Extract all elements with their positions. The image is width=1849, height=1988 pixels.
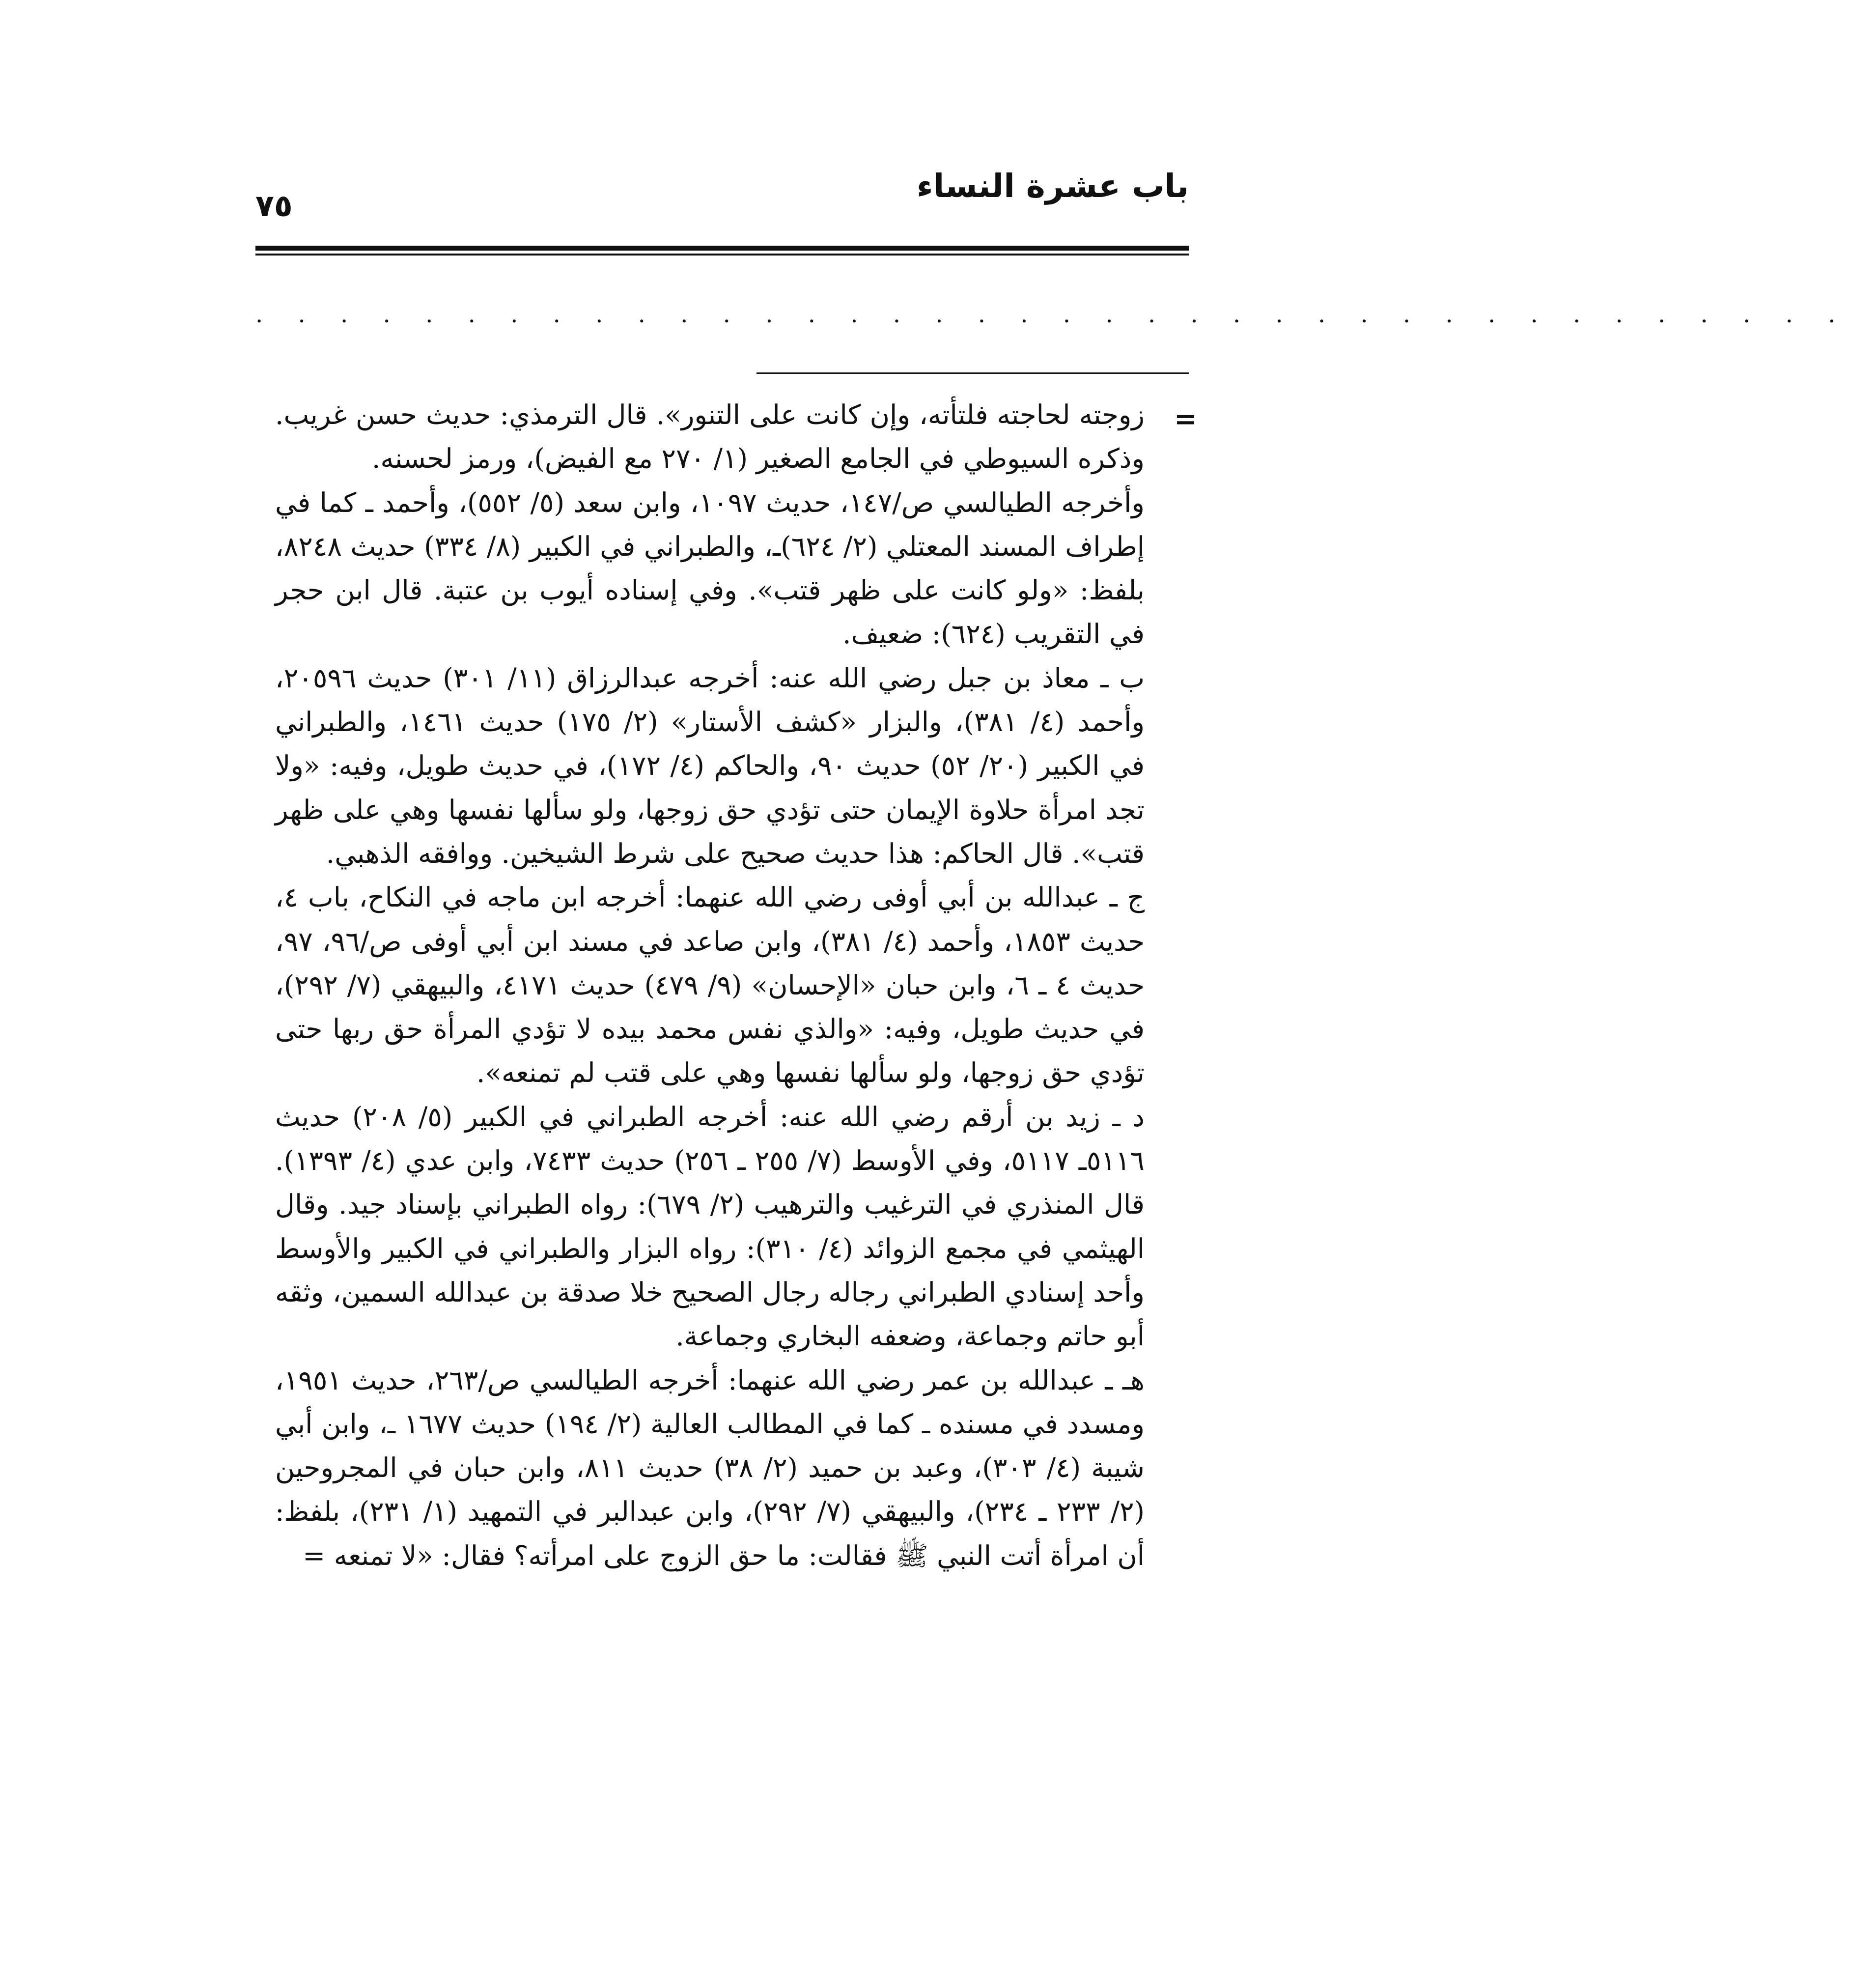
footnote-paragraph: هـ ـ عبدالله بن عمر رضي الله عنهما: أخرجه الطيالسي ص/٢٦٣، حديث ١٩٥١، ومسدد في مسنده ـ كما في المطالب العالية (٢/ ١٩٤) حديث ١٦٧٧ ـ، وابن أبي شيبة (٤/ ٣٠٣)، وعبد بن حميد (٢/ ٣٨) حديث ٨١١، وابن حبان في المجروحين (٢/ ٢٣٣ ـ ٢٣٤)، والبيهقي (٧/ ٢٩٢)، وابن عبدالبر في التمهيد (١/ ٢٣١)، بلفظ: أن امرأة أتت النبي ﷺ فقالت: ما حق الزوج على امرأته؟ فقال: «لا تمنعه = [275,1364,1145,1571]
footnote-paragraph: ب ـ معاذ بن جبل رضي الله عنه: أخرجه عبدالرزاق (١١/ ٣٠١) حديث ٢٠٥٩٦، وأحمد (٤/ ٣٨١)، والبزار «كشف الأستار» (٢/ ١٧٥) حديث ١٤٦١، والطبراني في الكبير (٢٠/ ٥٢) حديث ٩٠، والحاكم (٤/ ١٧٢)، في حديث طويل، وفيه: «ولا تجد امرأة حلاوة الإيمان حتى تؤدي حق زوجها، ولو سألها نفسها وهي على ظهر قتب». قال الحاكم: هذا حديث صحيح على شرط الشيخين. ووافقه الذهبي. [275,662,1145,869]
page-number: ٧٥ [255,188,293,224]
footnote-paragraph: وأخرجه الطيالسي ص/١٤٧، حديث ١٠٩٧، وابن سعد (٥/ ٥٥٢)، وأحمد ـ كما في إطراف المسند المعتلي (٢/ ٦٢٤)ـ، والطبراني في الكبير (٨/ ٣٣٤) حديث ٨٢٤٨، بلفظ: «ولو كانت على ظهر قتب». وفي إسناده أيوب بن عتبة. قال ابن حجر في التقريب (٦٢٤): ضعيف. [275,486,1145,650]
footnote-paragraph: د ـ زيد بن أرقم رضي الله عنه: أخرجه الطبراني في الكبير (٥/ ٢٠٨) حديث ٥١١٦ـ ٥١١٧، وفي الأوسط (٧/ ٢٥٥ ـ ٢٥٦) حديث ٧٤٣٣، وابن عدي (٤/ ١٣٩٣). قال المنذري في الترغيب والترهيب (٢/ ٦٧٩): رواه الطبراني بإسناد جيد. وقال الهيثمي في مجمع الزوائد (٤/ ٣١٠): رواه البزار والطبراني في الكبير والأوسط وأحد إسنادي الطبراني رجاله رجال الصحيح خلا صدقة بن عبدالله السمين، وثقه أبو حاتم وجماعة، وضعفه البخاري وجماعة. [275,1101,1145,1352]
page-header [255,167,1189,241]
footnote-continuation-mark: = [1174,403,1197,435]
footnote-divider [756,372,1189,374]
dotted-separator: . . . . . . . . . . . . . . . . . . . . . . . . . . . . . . . . . . . . . . [255,301,1849,328]
chapter-title: باب عشرة النساء [916,167,1189,205]
header-rule-thin [255,254,1189,256]
header-rule-thick [255,246,1189,251]
footnote-block [275,393,1145,1793]
footnote-paragraph: ج ـ عبدالله بن أبي أوفى رضي الله عنهما: أخرجه ابن ماجه في النكاح، باب ٤، حديث ١٨٥٣، وأحمد (٤/ ٣٨١)، وابن صاعد في مسند ابن أبي أوفى ص/٩٦، ٩٧، حديث ٤ ـ ٦، وابن حبان «الإحسان» (٩/ ٤٧٩) حديث ٤١٧١، والبيهقي (٧/ ٢٩٢)، في حديث طويل، وفيه: «والذي نفس محمد بيده لا تؤدي المرأة حق ربها حتى تؤدي حق زوجها، ولو سألها نفسها وهي على قتب لم تمنعه». [275,881,1145,1089]
footnote-paragraph: زوجته لحاجته فلتأته، وإن كانت على التنور». قال الترمذي: حديث حسن غريب. وذكره السيوطي في الجامع الصغير (١/ ٢٧٠ مع الفيض)، ورمز لحسنه. [275,399,1145,475]
